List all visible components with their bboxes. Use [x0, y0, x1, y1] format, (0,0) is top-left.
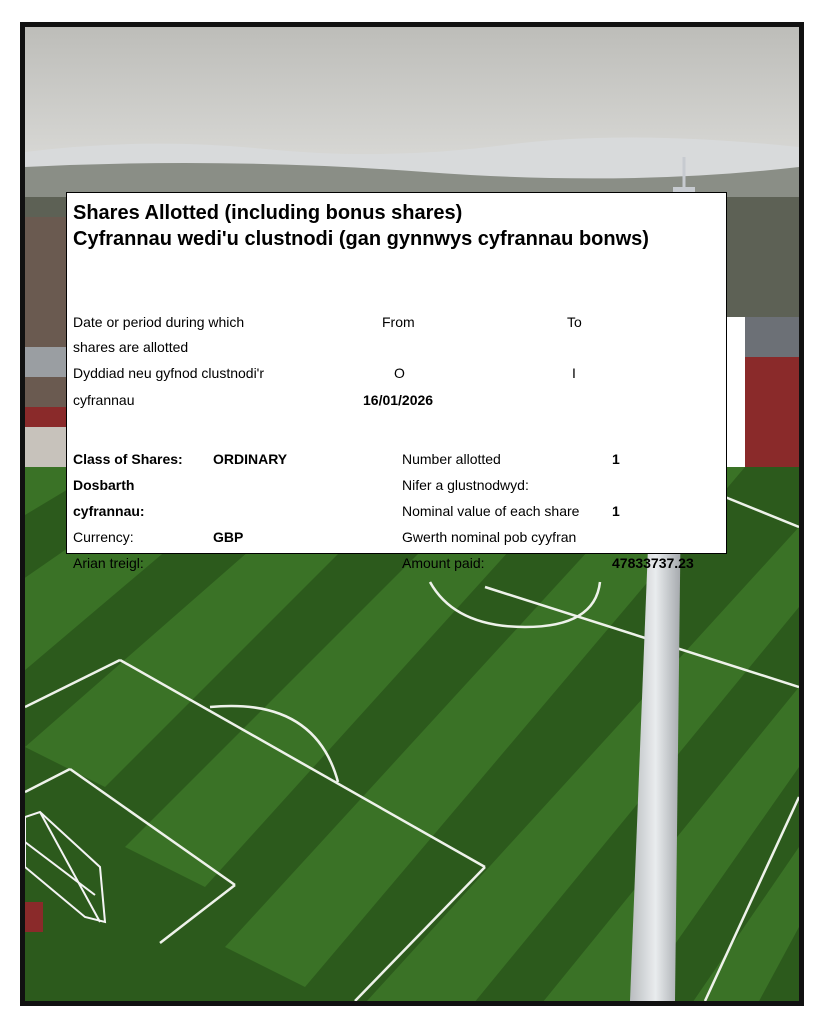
to-label-welsh: I	[572, 365, 576, 381]
number-allotted-label-welsh: Nifer a glustnodwyd:	[402, 477, 529, 493]
period-label-english-line2: shares are allotted	[73, 339, 189, 355]
from-date-value: 16/01/2026	[363, 392, 434, 408]
shares-allotted-form	[66, 192, 727, 571]
nominal-value-value: 1	[612, 503, 620, 519]
amount-paid-label: Amount paid:	[402, 555, 485, 571]
number-allotted-value: 1	[612, 451, 620, 467]
form-title-welsh: Cyfrannau wedi'u clustnodi (gan gynnwys cyfrannau bonws)	[73, 228, 649, 250]
nominal-value-label-english: Nominal value of each share	[402, 503, 580, 519]
from-label-english: From	[382, 314, 415, 330]
to-label-english: To	[567, 314, 582, 330]
period-label-welsh-line2: cyfrannau	[73, 392, 135, 408]
share-class-label-welsh-line2: cyfrannau:	[73, 503, 145, 519]
nominal-value-label-welsh: Gwerth nominal pob cyyfran	[402, 529, 577, 545]
share-class-label-welsh-line1: Dosbarth	[73, 477, 135, 493]
amount-paid-value: 47833737.23	[612, 555, 694, 571]
currency-label-welsh: Arian treigl:	[73, 555, 144, 571]
form-title-english: Shares Allotted (including bonus shares)	[73, 202, 463, 224]
share-class-label-english: Class of Shares:	[73, 451, 183, 467]
currency-value: GBP	[213, 529, 244, 545]
period-label-welsh-line1: Dyddiad neu gyfnod clustnodi'r	[73, 365, 265, 381]
period-label-english-line1: Date or period during which	[73, 314, 245, 330]
number-allotted-label-english: Number allotted	[402, 451, 501, 467]
from-label-welsh: O	[394, 365, 405, 381]
share-class-value: ORDINARY	[213, 451, 288, 467]
currency-label-english: Currency:	[73, 529, 134, 545]
